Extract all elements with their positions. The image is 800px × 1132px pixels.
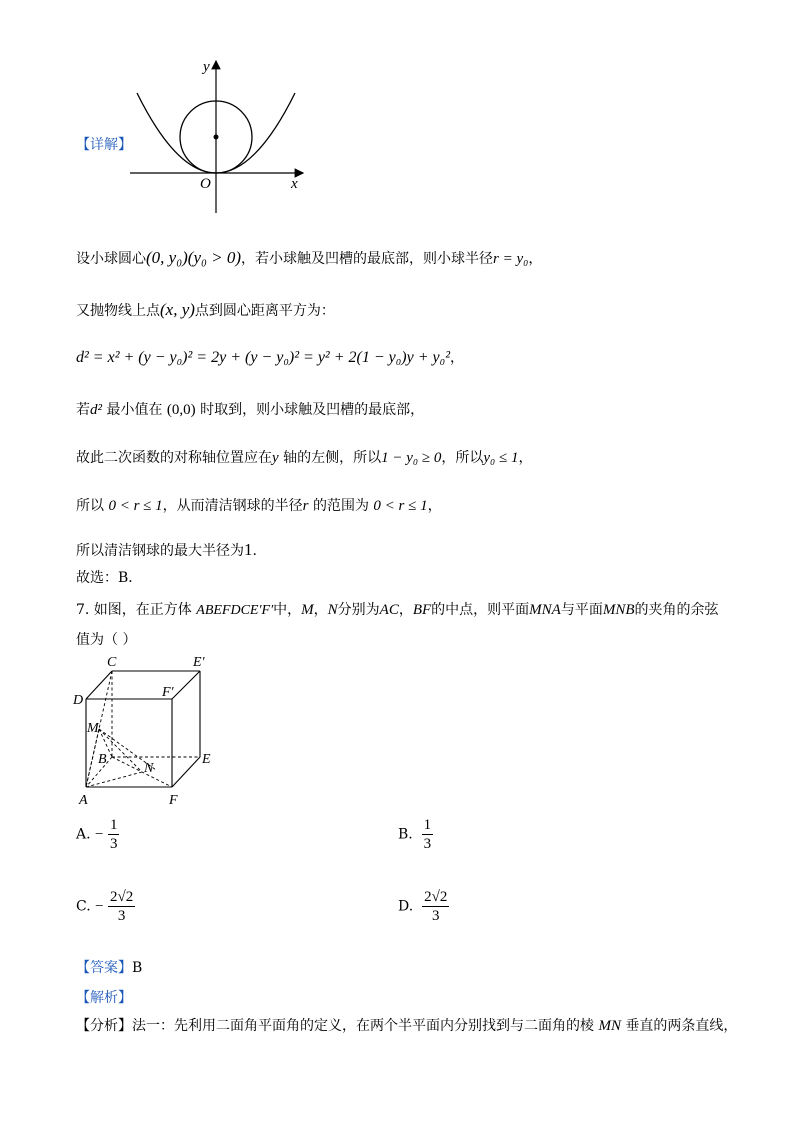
option-d[interactable]: D. $\frac{2√2}{3}$: [398, 889, 448, 924]
analysis-sub-tag: 【分析】: [76, 1018, 132, 1034]
analysis-tag: 【解析】: [76, 990, 132, 1006]
answer-tag: 【答案】: [76, 960, 132, 976]
text-line-2: 又抛物线上点(x, y)点到圆心距离平方为：: [76, 300, 335, 319]
option-c[interactable]: C. − $\frac{2√2}{3}$: [76, 889, 134, 924]
text-line-1: 设小球圆心(0, y₀)(y₀ > 0)，若小球触及凹槽的最底部，则小球半径r = y₀，: [76, 248, 543, 267]
text-line-4: 若d² 最小值在 (0,0) 时取到，则小球触及凹槽的最底部，: [76, 402, 425, 418]
text-line-3: d² = x² + (y − y₀)² = 2y + (y − y₀)² = y² + 2(1 − y₀)y + y₀²，: [76, 349, 464, 366]
vertex-label-n: N: [144, 761, 154, 776]
cube-figure: [72, 652, 222, 810]
vertex-label-m: M: [87, 721, 99, 736]
vertex-label-f-prime: F′: [162, 685, 174, 700]
question-7-line-2: 值为（ ）: [76, 632, 137, 648]
circle-center-dot: [214, 135, 219, 140]
text-line-8: 故选：B．: [76, 570, 143, 586]
question-7-line-1: 7. 如图，在正方体 ABEFDCE′F′中，M，N分别为AC，BF的中点，则平面MNA与平面MNB的夹角的余弦: [76, 602, 719, 618]
vertex-label-e-prime: E′: [193, 655, 205, 670]
option-b[interactable]: B. $\frac{1}{3}$: [398, 817, 432, 852]
vertex-label-d: D: [73, 693, 84, 708]
answer-line: [76, 958, 142, 978]
analysis-line: 【分析】法一：先利用二面角平面角的定义，在两个半平面内分别找到与二面角的棱 MN 垂直的两条直线，: [76, 1018, 738, 1034]
text-line-5: 故此二次函数的对称轴位置应在y 轴的左侧，所以1 − y₀ ≥ 0，所以y₀ ≤ 1，: [76, 450, 533, 466]
answer-value: B: [132, 960, 143, 976]
vertex-label-f: F: [169, 793, 178, 808]
detail-tag: 【详解】: [76, 137, 132, 153]
vertex-label-e: E: [202, 752, 211, 767]
parabola-figure: [125, 55, 315, 220]
vertex-label-c: C: [107, 655, 117, 670]
x-axis-label: x: [291, 176, 298, 192]
text-line-6: 所以 0 < r ≤ 1，从而清洁钢球的半径r 的范围为 0 < r ≤ 1，: [76, 498, 442, 514]
vertex-label-a: A: [79, 793, 88, 808]
text-line-7: 所以清洁钢球的最大半径为1.: [76, 540, 257, 559]
vertex-label-b: B: [98, 752, 107, 767]
origin-label: O: [200, 176, 211, 192]
option-a[interactable]: A. − $\frac{1}{3}$: [76, 817, 118, 852]
y-axis-label: y: [203, 59, 210, 75]
